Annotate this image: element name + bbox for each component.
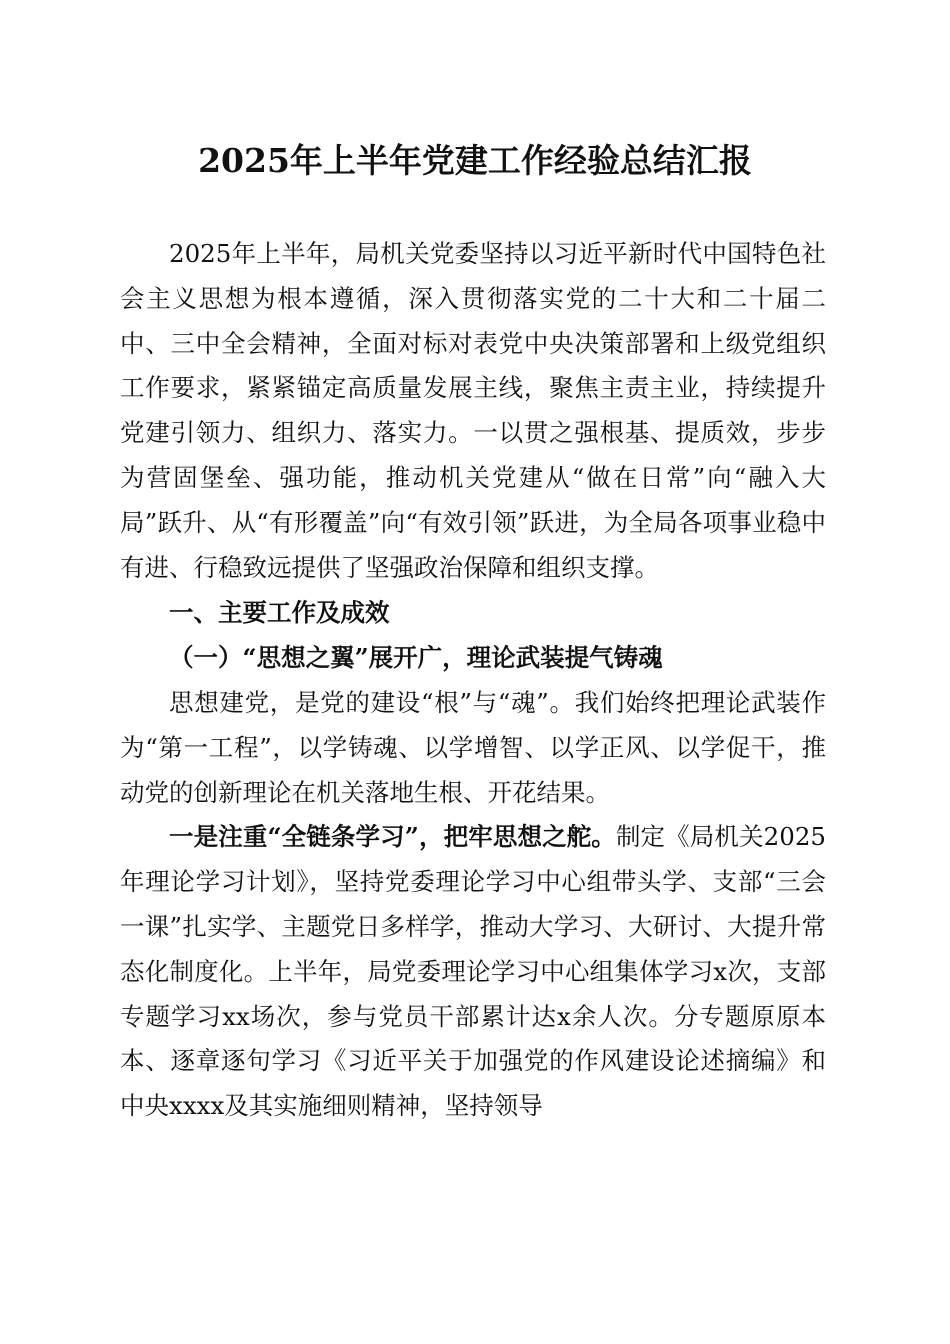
- document-body: [120, 232, 826, 1129]
- section-heading-main-work: 一、主要工作及成效: [169, 598, 390, 628]
- point-one-paragraph: [120, 815, 826, 1129]
- intro-paragraph: 2025年上半年，局机关党委坚持以习近平新时代中国特色社会主义思想为根本遵循，深入贯彻落实党的二十大和二十届二中、三中全会精神，全面对标对表党中央决策部署和上级党组织工作要求，紧紧锚定高质量发展主线，聚焦主责主业，持续提升党建引领力、组织力、落实力。一以贯之强根基、提质效，步步为营固堡垒、强功能，推动机关党建从“做在日常”向“融入大局”跃升、从“有形覆盖”向“有效引领”跃进，为全局各项事业稳中有进、行稳致远提供了坚强政治保障和组织支撑。: [120, 239, 826, 582]
- point-one-text: 制定《局机关2025年理论学习计划》，坚持党委理论学习中心组带头学、支部“三会一课”扎实学、主题党日多样学，推动大学习、大研讨、大提升常态化制度化。上半年，局党委理论学习中心组集体学习x次，支部专题学习xx场次，参与党员干部累计达x余人次。分专题原原本本、逐章逐句学习《习近平关于加强党的作风建设论述摘编》和中央xxxx及其实施细则精神，坚持领导: [120, 822, 826, 1121]
- subsection-paragraph-thought: 思想建党，是党的建设“根”与“魂”。我们始终把理论武装作为“第一工程”，以学铸魂、以学增智、以学正风、以学促干，推动党的创新理论在机关落地生根、开花结果。: [120, 687, 826, 807]
- subsection-heading-thought: （一）“思想之翼”展开广，理论武装提气铸魂: [169, 643, 663, 673]
- point-one-lead: 一是注重“全链条学习”，把牢思想之舵。: [169, 822, 616, 852]
- document-title: 2025年上半年党建工作经验总结汇报: [198, 141, 752, 180]
